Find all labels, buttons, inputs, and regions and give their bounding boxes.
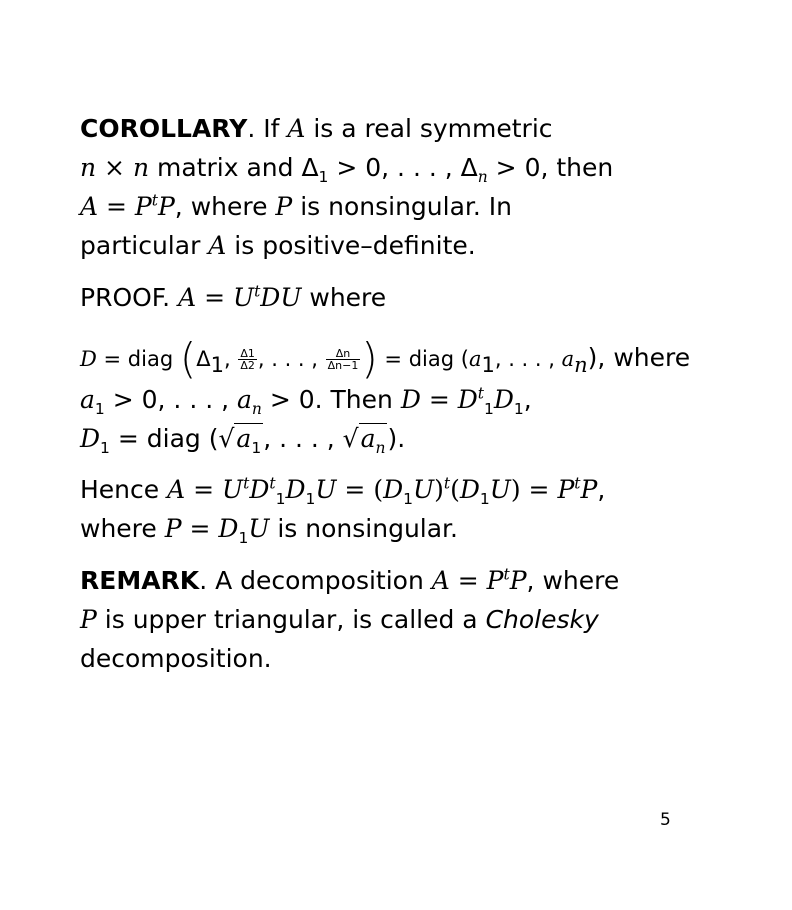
remark-line-1: REMARK. A decomposition $A = P^tP$, where	[80, 565, 620, 595]
corollary-line-2: n × n matrix and $\Delta_1 > 0$, . . . , $\Delta_n > 0$, then	[80, 153, 614, 186]
corollary-line-1: COROLLARY. If A is a real symmetric	[80, 114, 553, 143]
remark-line-2: P is upper triangular, is called a Cholesky	[80, 605, 599, 634]
sqrt-an: $√a_n$	[342, 424, 386, 457]
page-number: 5	[660, 810, 671, 830]
proof-line-2: D = diag ($\Delta_1$, $\frac{\Delta 1}{\Delta 2}$ , . . . , $\frac{\Delta n}{\Delta n-1}$ ) = diag ($a_1$, . . . , $a_n$), where	[80, 334, 691, 383]
sqrt-a1: $√a_1$	[218, 424, 262, 457]
proof-line-3: $a_1 > 0$, . . . , $a_n > 0$. Then $D = D^t_1D_1$,	[80, 384, 532, 418]
corollary-line-4: particular A is positive–definite.	[80, 231, 476, 260]
cholesky-term: Cholesky	[485, 605, 599, 634]
proof-line-4: $D_1$ = diag ($√a_1$, . . . , $√a_n$).	[80, 424, 406, 457]
corollary-heading: COROLLARY	[80, 114, 248, 143]
proof-line-1: PROOF. $A = U^tDU$ where	[80, 282, 387, 312]
remark-line-3: decomposition.	[80, 644, 272, 673]
hence-line-2: where $P = D_1U$ is nonsingular.	[80, 514, 458, 547]
corollary-line-3: $A = P^tP$, where P is nonsingular. In	[80, 191, 512, 221]
proof-heading: PROOF.	[80, 283, 171, 312]
fraction-deltan-deltan-1: $\frac{\Delta n}{\Delta n-1}$	[327, 346, 359, 372]
remark-heading: REMARK	[80, 566, 200, 595]
fraction-delta1-delta2: $\frac{\Delta 1}{\Delta 2}$	[240, 346, 255, 372]
hence-line-1: Hence $A = U^tD^t_1D_1U = (D_1U)^t(D_1U) = P^tP$,	[80, 474, 606, 508]
